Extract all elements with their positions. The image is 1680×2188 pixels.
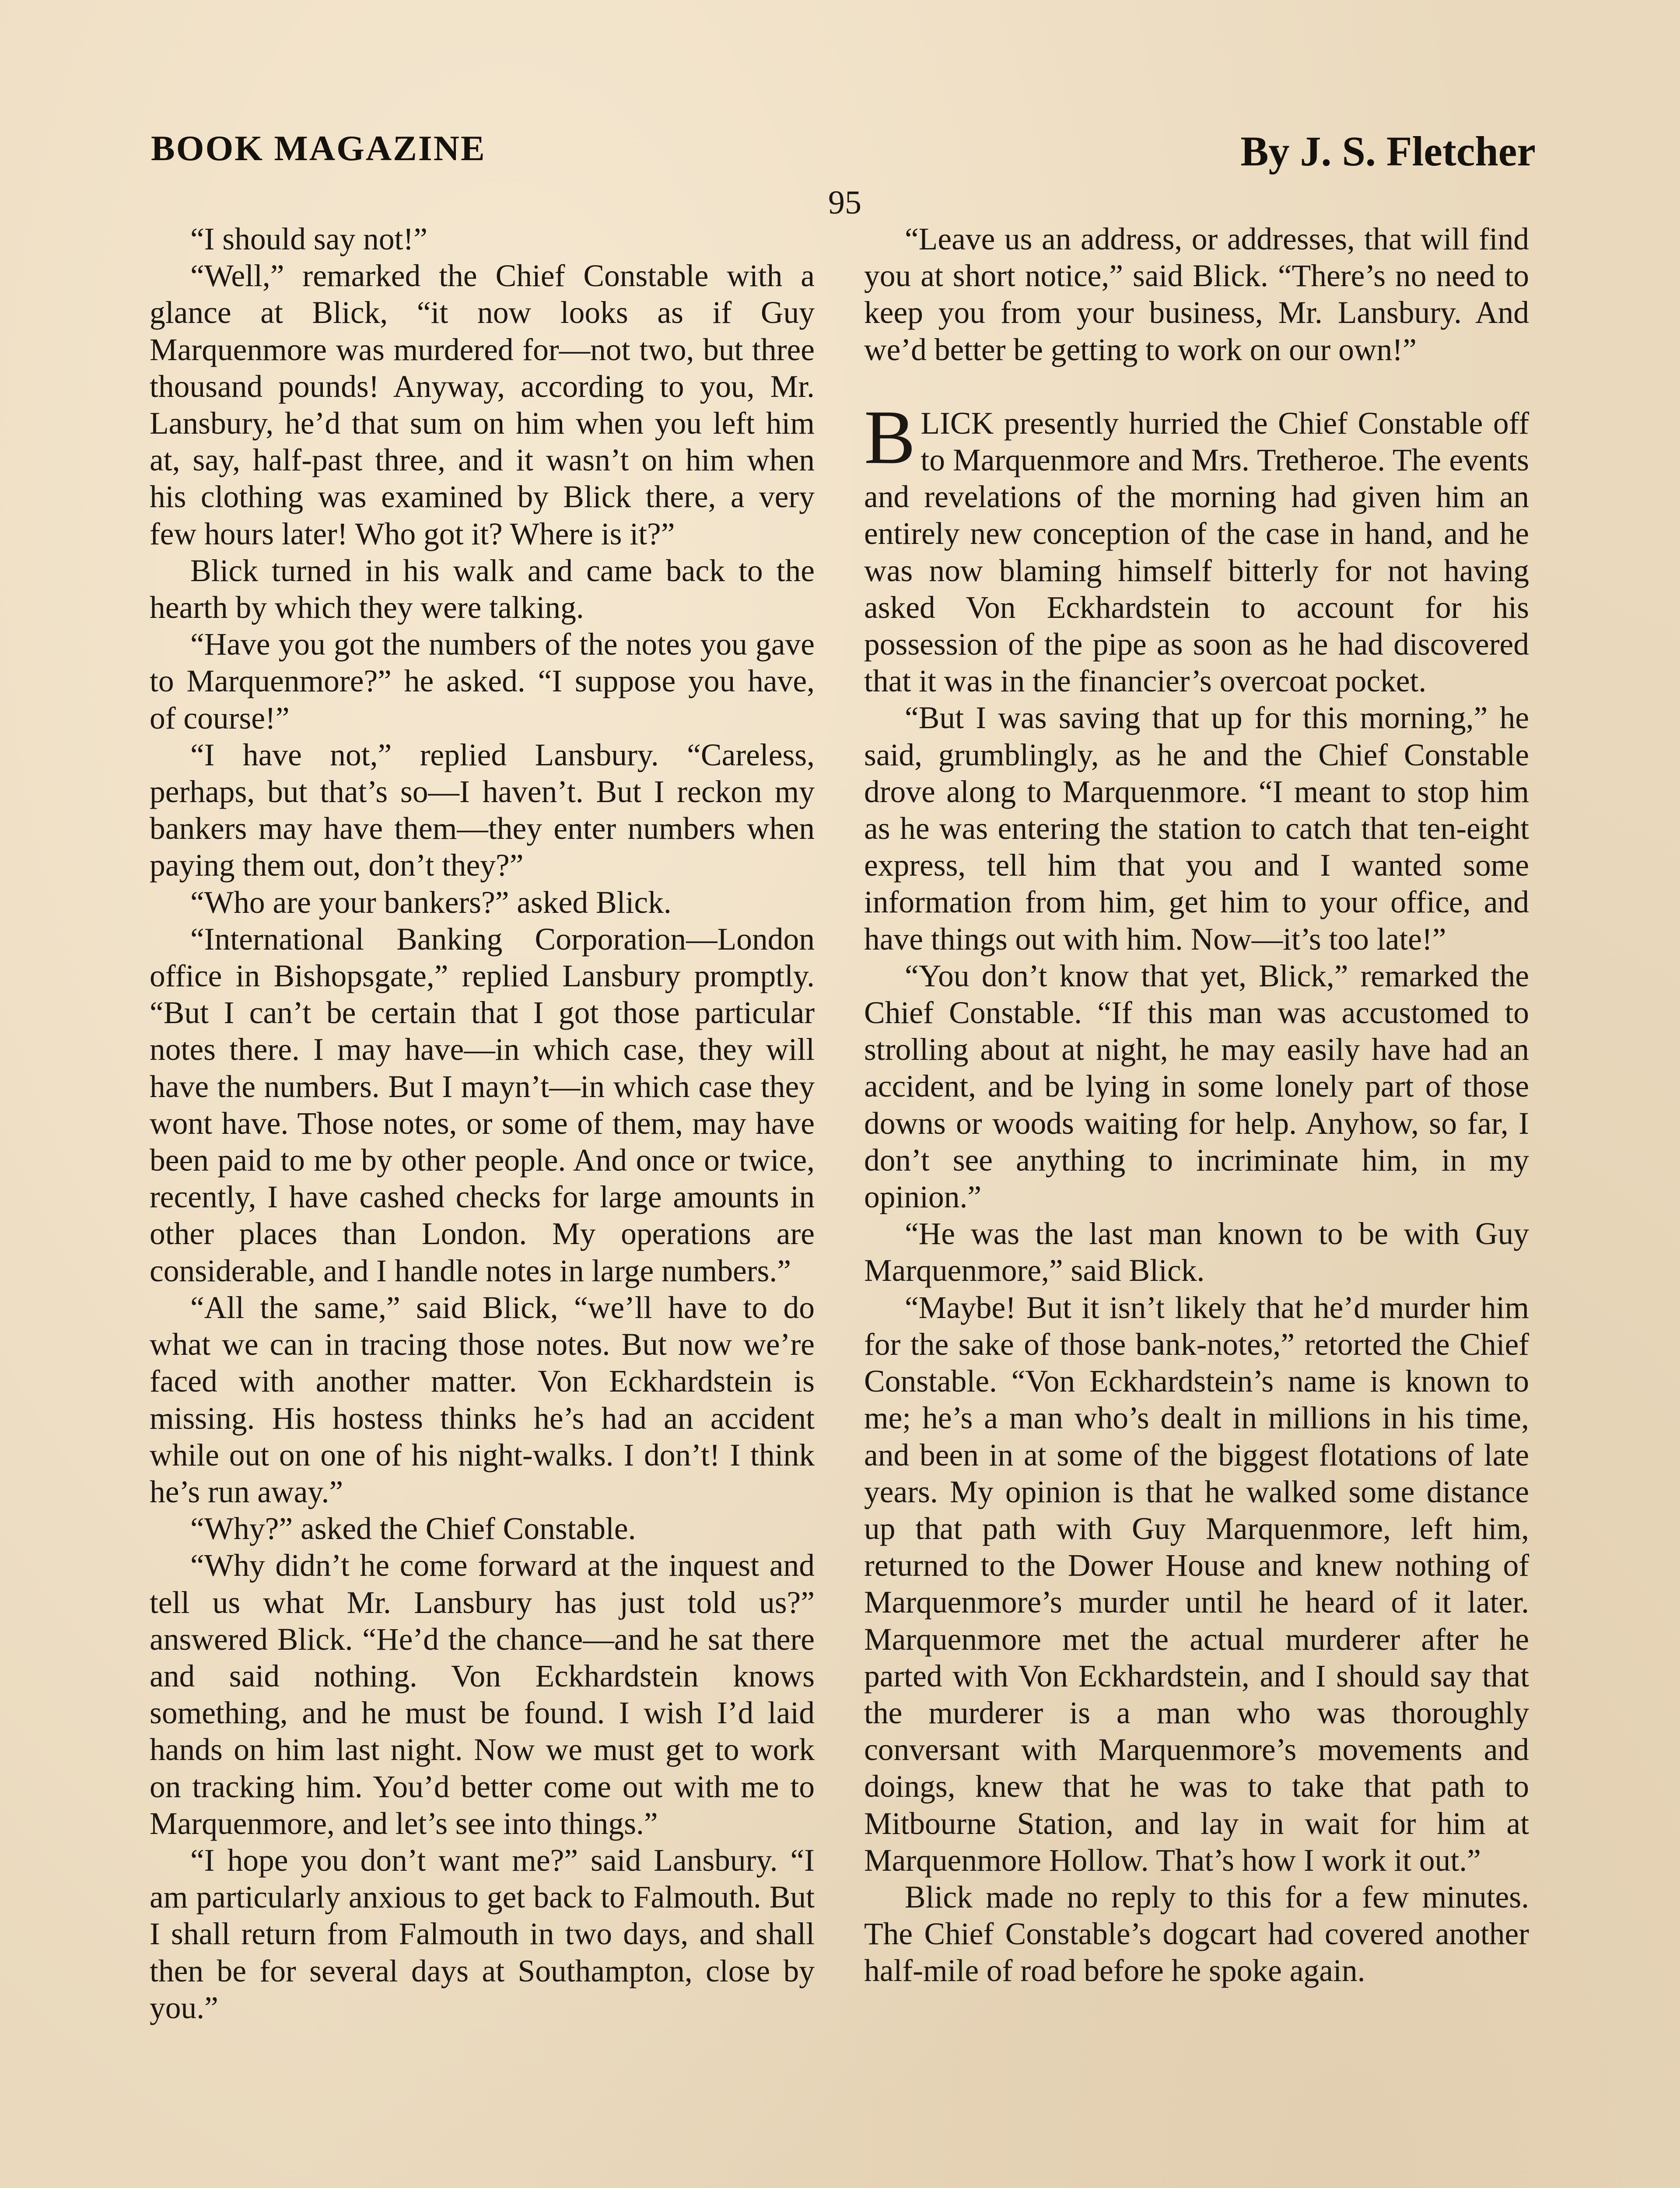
dropcap-text: LICK presently hurried the Chief Constable off to Marquenmore and Mrs. Tretheroe. The events and revelations of the morning had given him an entirely new conception of the case in hand, and he was now blaming himself bitterly for not having asked Von Eckhardstein to account for his possession of the pipe as soon as he had discovered that it was in the financier’s overcoat pocket. [864,406,1529,699]
paragraph: “I have not,” replied Lansbury. “Careless, perhaps, but that’s so—I haven’t. But I reckon my bankers may have them—they enter numbers when paying them out, don’t they?” [150,737,815,883]
right-column [864,221,1529,1990]
paragraph: “International Banking Corporation—London office in Bishopsgate,” replied Lansbury promptly. “But I can’t be certain that I got those particular notes there. I may have—in which case, they will have the numbers. But I mayn’t—in which case they wont have. Those notes, or some of them, may have been paid to me by other people. And once or twice, recently, I have cashed checks for large amounts in other places than London. My operations are considerable, and I handle notes in large numbers.” [150,922,815,1288]
paragraph: “Who are your bankers?” asked Blick. [190,885,672,920]
paragraph: “I hope you don’t want me?” said Lansbury. “I am particularly anxious to get back to Falmouth. But I shall return from Falmouth in two days, and shall then be for several days at Southampton, close by you.” [150,1843,815,2025]
paragraph: “But I was saving that up for this morning,” he said, grumblingly, as he and the Chief Constable drove along to Marquenmore. “I meant to stop him as he was entering the station to catch that ten-eight express, tell him that you and I wanted some information from him, get him to your office, and have things out with him. Now—it’s too late!” [864,701,1529,957]
author-byline: By J. S. Fletcher [1240,128,1536,175]
paragraph: Blick turned in his walk and came back to the hearth by which they were talking. [150,553,815,625]
page-number: 95 [828,184,861,221]
paragraph: “Leave us an address, or addresses, that will find you at short notice,” said Blick. “There’s no need to keep you from your business, Mr. Lansbury. And we’d better be getting to work on our own!” [864,222,1529,367]
left-column [150,221,815,2027]
paragraph: “You don’t know that yet, Blick,” remarked the Chief Constable. “If this man was accustomed to strolling about at night, he may easily have had an accident, and be lying in some lonely part of those downs or woods waiting for help. Anyhow, so far, I don’t see anything to incriminate him, in my opinion.” [864,958,1529,1215]
dropcap-paragraph [864,394,1529,700]
magazine-title: BOOK MAGAZINE [151,128,486,168]
paragraph: “Have you got the numbers of the notes you gave to Marquenmore?” he asked. “I suppose you have, of course!” [150,627,815,736]
paragraph: “I should say not!” [190,222,428,256]
paragraph: Blick made no reply to this for a few minutes. The Chief Constable’s dogcart had covered another half-mile of road before he spoke again. [864,1879,1529,1988]
paragraph: “Why?” asked the Chief Constable. [190,1511,636,1546]
paragraph: “He was the last man known to be with Guy Marquenmore,” said Blick. [864,1217,1529,1288]
paragraph: “Well,” remarked the Chief Constable with a glance at Blick, “it now looks as if Guy Marquenmore was murdered for—not two, but three thousand pounds! Anyway, according to you, Mr. Lansbury, he’d that sum on him when you left him at, say, half-past three, and it wasn’t on him when his clothing was examined by Blick there, a very few hours later! Who got it? Where is it?” [150,259,815,551]
paragraph: “Maybe! But it isn’t likely that he’d murder him for the sake of those bank-notes,” retorted the Chief Constable. “Von Eckhardstein’s name is known to me; he’s a man who’s dealt in millions in his time, and been in at some of the biggest flotations of late years. My opinion is that he walked some distance up that path with Guy Marquenmore, left him, returned to the Dower House and knew nothing of Marquenmore’s murder until he heard of it later. Marquenmore met the actual murderer after he parted with Von Eckhardstein, and I should say that the murderer is a man who was thoroughly conversant with Marquenmore’s movements and doings, knew that he was to take that path to Mitbourne Station, and lay in wait for him at Marquenmore Hollow. That’s how I work it out.” [864,1290,1529,1878]
paragraph: “Why didn’t he come forward at the inquest and tell us what Mr. Lansbury has just told us?” answered Blick. “He’d the chance—and he sat there and said nothing. Von Eckhardstein knows something, and he must be found. I wish I’d laid hands on him last night. Now we must get to work on tracking him. You’d better come out with me to Marquenmore, and let’s see into things.” [150,1548,815,1841]
drop-cap-initial: B [864,394,916,480]
paragraph: “All the same,” said Blick, “we’ll have to do what we can in tracing those notes. But now we’re faced with another matter. Von Eckhardstein is missing. His hostess thinks he’s had an accident while out on one of his night-walks. I don’t! I think he’s run away.” [150,1290,815,1509]
